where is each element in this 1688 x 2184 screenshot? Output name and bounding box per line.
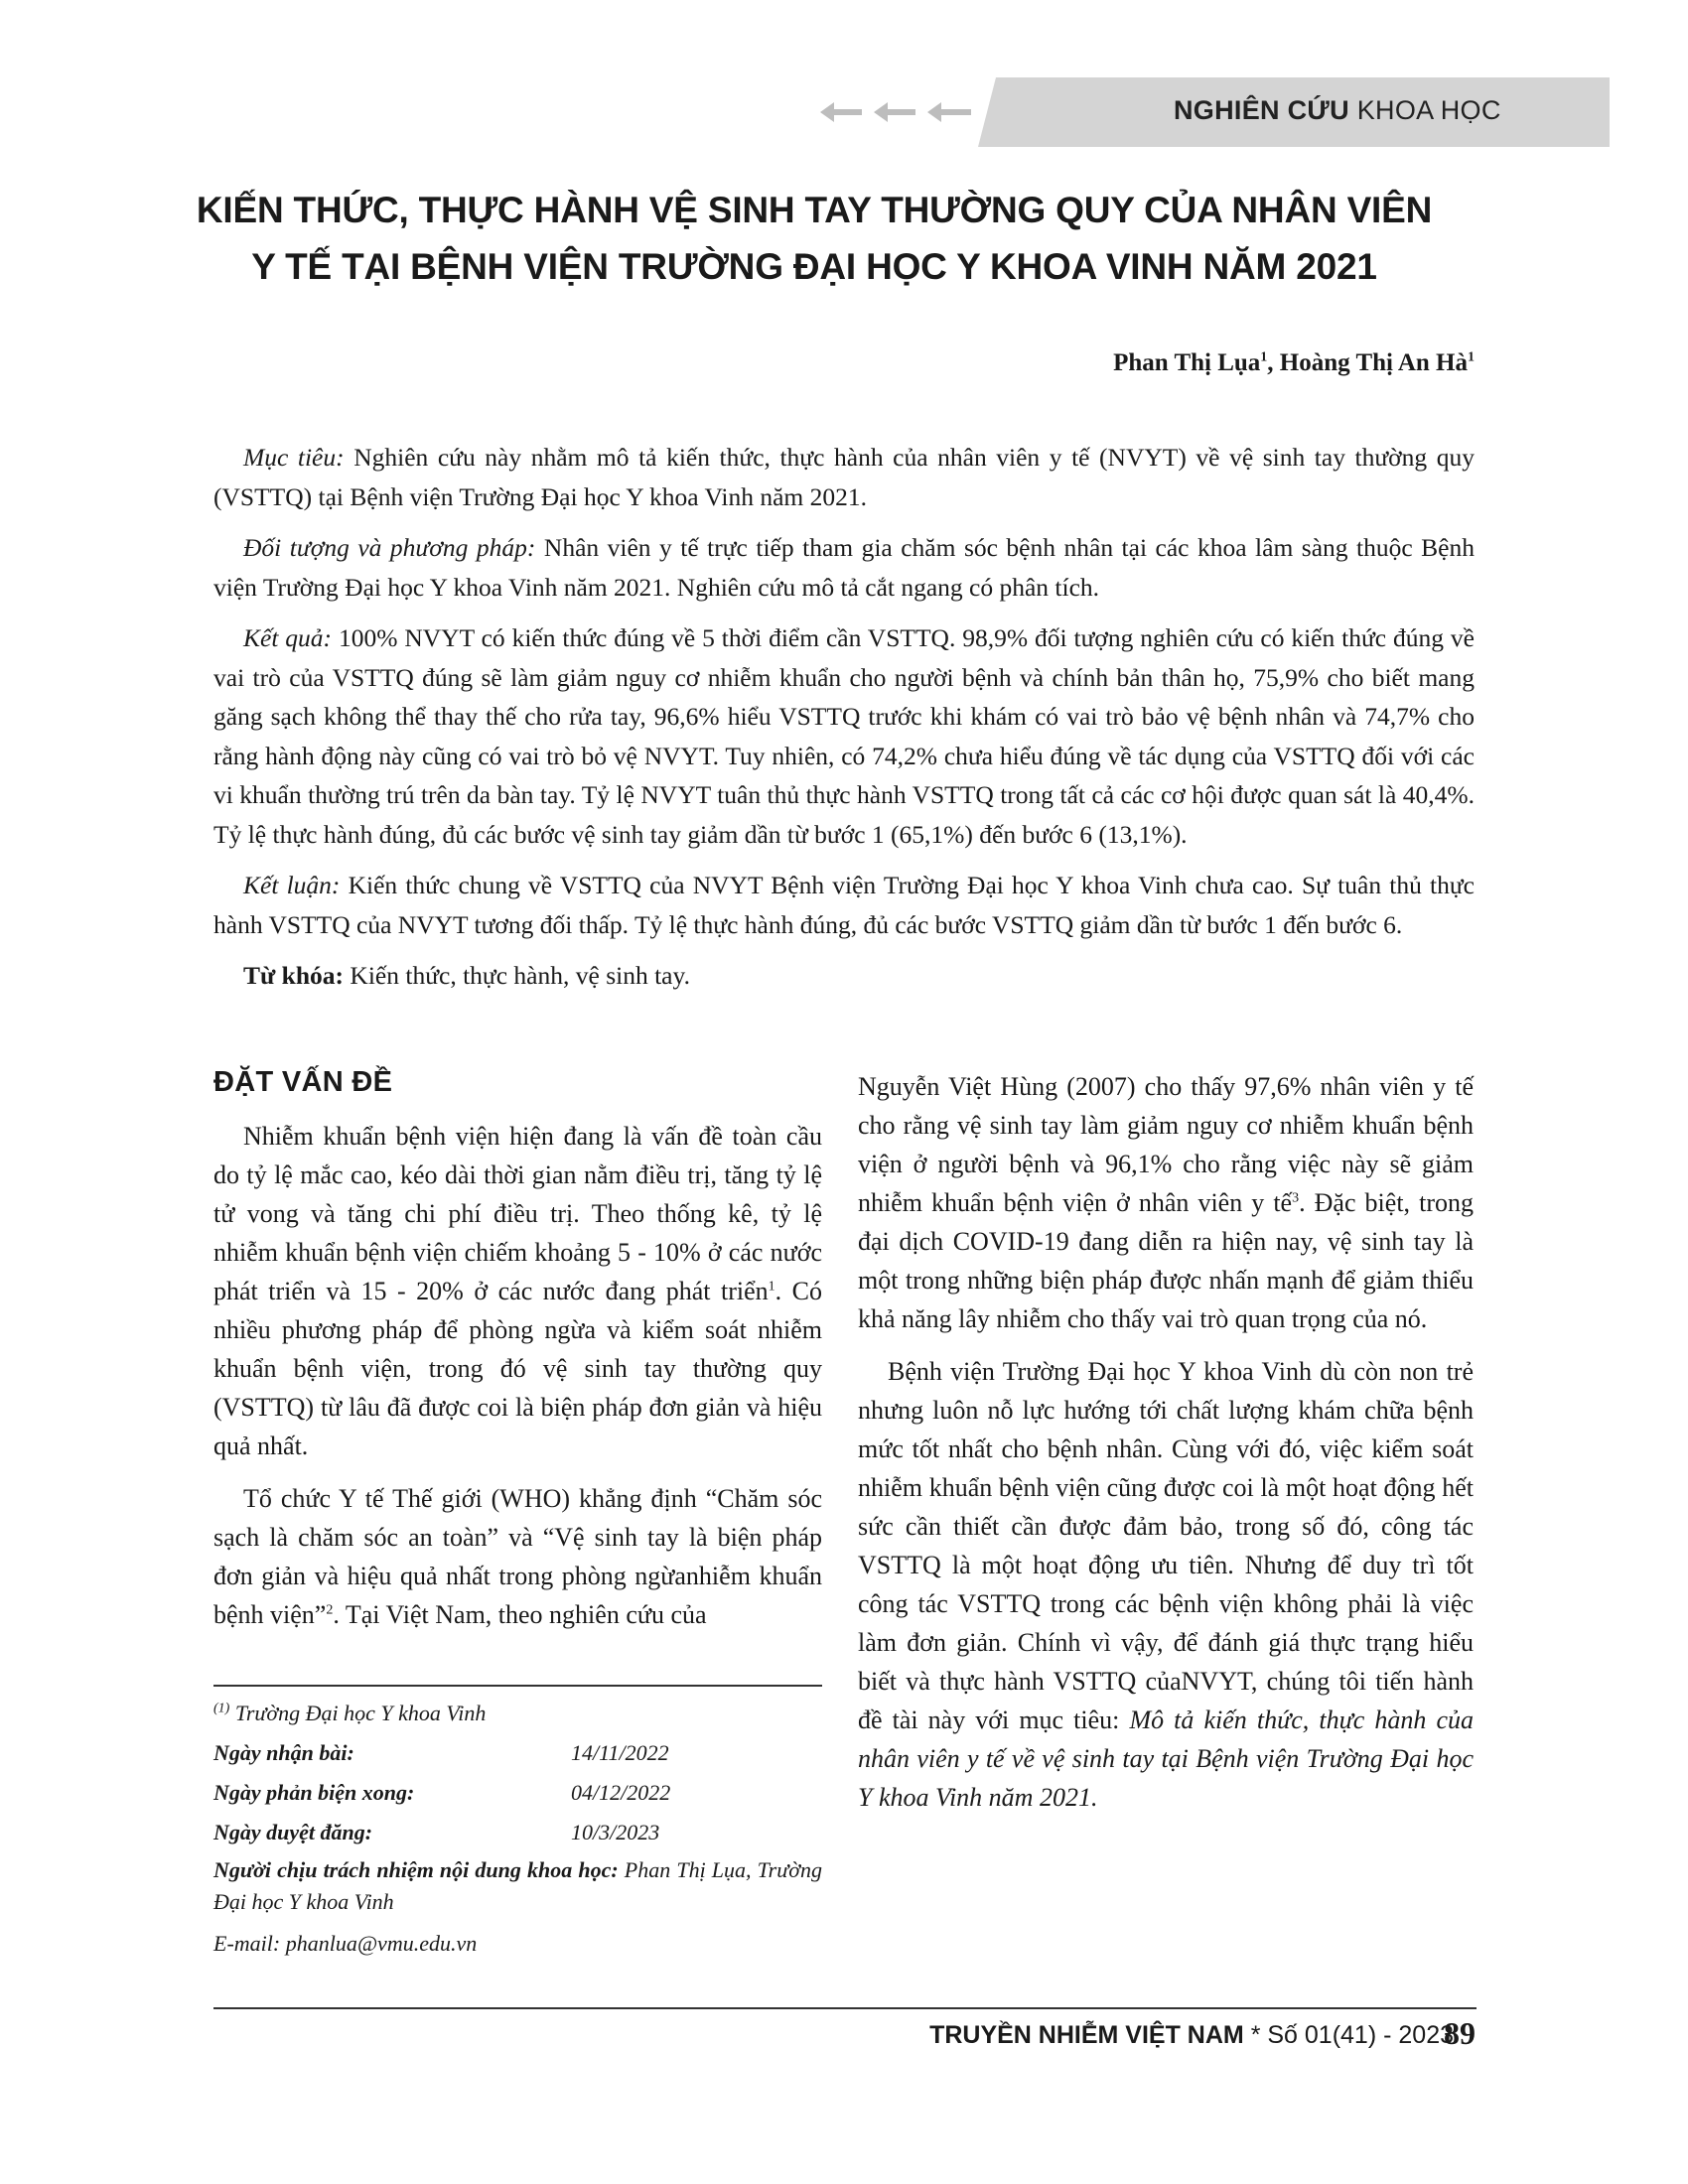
received-row <box>213 1733 822 1773</box>
accepted-value: 10/3/2023 <box>571 1820 660 1844</box>
responsible-person <box>213 1854 822 1918</box>
abstract-objective <box>213 438 1475 516</box>
journal-name: TRUYỀN NHIỄM VIỆT NAM <box>929 2021 1244 2049</box>
section-heading: ĐẶT VẤN ĐỀ <box>213 1066 393 1098</box>
abstract-results <box>213 618 1475 854</box>
intro-p3-text-b: . Đặc biệt, trong đại dịch COVID-19 đang diễn ra hiện nay, vệ sinh tay là một trong những biện pháp được nhấn mạnh để giảm thiểu khả năng lây nhiễm cho thấy vai trò quan trọng của nó. <box>858 1188 1474 1333</box>
author-1-affiliation: 1 <box>1260 349 1268 365</box>
author-2-affiliation: 1 <box>1468 349 1475 365</box>
authors <box>1113 349 1475 377</box>
intro-paragraph-1 <box>213 1117 822 1465</box>
citation-3: 3 <box>1292 1190 1300 1206</box>
affiliation-text: Trường Đại học Y khoa Vinh <box>229 1701 487 1725</box>
arrow-left-icon <box>927 102 971 122</box>
intro-p1-text-b: . Có nhiều phương pháp để phòng ngừa và kiểm soát nhiễm khuẩn bệnh viện, trong đó vệ sinh tay thường quy (VSTTQ) từ lâu đã được coi là biện pháp đơn giản và hiệu quả nhất. <box>213 1277 822 1460</box>
received-value: 14/11/2022 <box>571 1740 669 1765</box>
contact-email[interactable]: E-mail: phanlua@vmu.edu.vn <box>213 1931 478 1956</box>
right-column <box>858 1067 1474 1831</box>
arrow-left-icon <box>820 102 862 122</box>
journal-footer <box>929 2021 1454 2050</box>
responsible-label: Người chịu trách nhiệm nội dung khoa học: <box>213 1857 619 1882</box>
intro-p1-text-a: Nhiễm khuẩn bệnh viện hiện đang là vấn đề toàn cầu do tỷ lệ mắc cao, kéo dài thời gian nằm điều trị, tăng tỷ lệ tử vong và tăng chi phí điều trị. Theo thống kê, tỷ lệ nhiễm khuẩn bệnh viện chiếm khoảng 5 - 10% ở các nước phát triển và 15 - 20% ở các nước đang phát triển <box>213 1122 822 1305</box>
received-label: Ngày nhận bài: <box>213 1740 354 1765</box>
reviewed-label: Ngày phản biện xong: <box>213 1780 415 1805</box>
reviewed-value: 04/12/2022 <box>571 1780 671 1805</box>
conclusion-text: Kiến thức chung về VSTTQ của NVYT Bệnh viện Trường Đại học Y khoa Vinh chưa cao. Sự tuân thủ thực hành VSTTQ của NVYT tương đối thấp. Tỷ lệ thực hành đúng, đủ các bước VSTTQ giảm dần từ bước 1 đến bước 6. <box>213 871 1475 939</box>
abstract-methods <box>213 528 1475 607</box>
responsible-text: Phan Thị Lụa, Trường Đại học Y khoa Vinh <box>213 1857 822 1914</box>
methods-text: Nhân viên y tế trực tiếp tham gia chăm sóc bệnh nhân tại các khoa lâm sàng thuộc Bệnh viện Trường Đại học Y khoa Vinh năm 2021. Nghiên cứu mô tả cắt ngang có phân tích. <box>213 533 1475 602</box>
footnote <box>213 1694 822 1964</box>
conclusion-label: Kết luận: <box>243 871 341 899</box>
back-arrows-icon <box>820 92 979 132</box>
intro-p3-text-a: Nguyễn Việt Hùng (2007) cho thấy 97,6% nhân viên y tế cho rằng vệ sinh tay làm giảm nguy cơ nhiễm khuẩn bệnh viện ở người bệnh và 96,1% cho rằng việc này sẽ giảm nhiễm khuẩn bệnh viện ở nhân viên y tế <box>858 1072 1474 1217</box>
abstract-keywords <box>213 956 1475 996</box>
section-label <box>1174 95 1501 126</box>
section-label-rest: KHOA HỌC <box>1356 95 1501 125</box>
citation-2: 2 <box>326 1602 334 1618</box>
keywords-text: Kiến thức, thực hành, vệ sinh tay. <box>344 961 690 990</box>
section-label-bold: NGHIÊN CỨU <box>1174 95 1349 125</box>
article-title <box>149 182 1479 295</box>
intro-p4-text: Bệnh viện Trường Đại học Y khoa Vinh dù còn non trẻ nhưng luôn nỗ lực hướng tới chất lượng khám chữa bệnh mức tốt nhất cho bệnh nhân. Cùng với đó, việc kiểm soát nhiễm khuẩn bệnh viện cũng được coi là một hoạt động hết sức cần thiết cần được đảm bảo, trong số đó, công tác VSTTQ là một hoạt động ưu tiên. Nhưng để duy trì tốt công tác VSTTQ trong các bệnh viện không phải là việc làm đơn giản. Chính vì vậy, để đánh giá thực trạng hiểu biết và thực hành VSTTQ củaNVYT, chúng tôi tiến hành đề tài này với mục tiêu: <box>858 1357 1474 1734</box>
left-column <box>213 1066 822 1648</box>
results-text: 100% NVYT có kiến thức đúng về 5 thời điểm cần VSTTQ. 98,9% đối tượng nghiên cứu có kiến thức đúng về vai trò của VSTTQ đúng sẽ làm giảm nguy cơ nhiễm khuẩn cho người bệnh và chính bản thân họ, 75,9% cho biết mang găng sạch không thể thay thế cho rửa tay, 96,6% hiểu VSTTQ trước khi khám có vai trò bảo vệ bệnh nhân và 74,7% cho rằng hành động này cũng có vai trò bỏ vệ NVYT. Tuy nhiên, có 74,2% chưa hiểu đúng về tác dụng của VSTTQ đối với các vi khuẩn thường trú trên da bàn tay. Tỷ lệ NVYT tuân thủ thực hành VSTTQ trong tất cả các cơ hội được quan sát là 40,4%. Tỷ lệ thực hành đúng, đủ các bước vệ sinh tay giảm dần từ bước 1 (65,1%) đến bước 6 (13,1%). <box>213 623 1475 849</box>
objective-text: Nghiên cứu này nhằm mô tả kiến thức, thực hành của nhân viên y tế (NVYT) về vệ sinh tay thường quy (VSTTQ) tại Bệnh viện Trường Đại học Y khoa Vinh năm 2021. <box>213 443 1475 511</box>
keywords-label: Từ khóa: <box>243 961 345 990</box>
author-separator: , <box>1267 349 1280 376</box>
title-line-1: KIẾN THỨC, THỰC HÀNH VỆ SINH TAY THƯỜNG QUY CỦA NHÂN VIÊN <box>196 190 1433 230</box>
intro-p2-text-a: Tổ chức Y tế Thế giới (WHO) khẳng định “Chăm sóc sạch là chăm sóc an toàn” và “Vệ sinh tay là biện pháp đơn giản và hiệu quả nhất trong phòng ngừanhiễm khuẩn bệnh viện” <box>213 1484 822 1629</box>
intro-paragraph-2 <box>213 1479 822 1634</box>
arrow-left-icon <box>874 102 915 122</box>
author-1: Phan Thị Lụa <box>1113 349 1261 376</box>
footer-star: * <box>1243 2021 1268 2049</box>
intro-paragraph-4 <box>858 1352 1474 1817</box>
abstract-conclusion <box>213 866 1475 944</box>
footnote-divider <box>213 1685 822 1687</box>
accepted-label: Ngày duyệt đăng: <box>213 1820 373 1844</box>
intro-p2-text-b: . Tại Việt Nam, theo nghiên cứu của <box>333 1600 707 1629</box>
page-number: 89 <box>1444 2015 1476 2051</box>
intro-paragraph-3 <box>858 1067 1474 1338</box>
author-2: Hoàng Thị An Hà <box>1279 349 1468 376</box>
study-objective: Mô tả kiến thức, thực hành của nhân viên y tế về vệ sinh tay tại Bệnh viện Trường Đại học Y khoa Vinh năm 2021. <box>858 1706 1474 1812</box>
citation-1: 1 <box>768 1279 775 1295</box>
accepted-row <box>213 1813 822 1852</box>
footer-divider <box>213 2007 1477 2009</box>
abstract <box>213 438 1475 1008</box>
objective-label: Mục tiêu: <box>243 443 345 472</box>
affiliation <box>213 1694 822 1733</box>
title-line-2: Y TẾ TẠI BỆNH VIỆN TRƯỜNG ĐẠI HỌC Y KHOA VINH NĂM 2021 <box>251 246 1377 287</box>
reviewed-row <box>213 1773 822 1813</box>
methods-label: Đối tượng và phương pháp: <box>243 533 536 562</box>
affiliation-marker: (1) <box>213 1701 230 1716</box>
journal-issue: Số 01(41) - 2023 <box>1267 2021 1454 2049</box>
results-label: Kết quả: <box>243 623 333 652</box>
